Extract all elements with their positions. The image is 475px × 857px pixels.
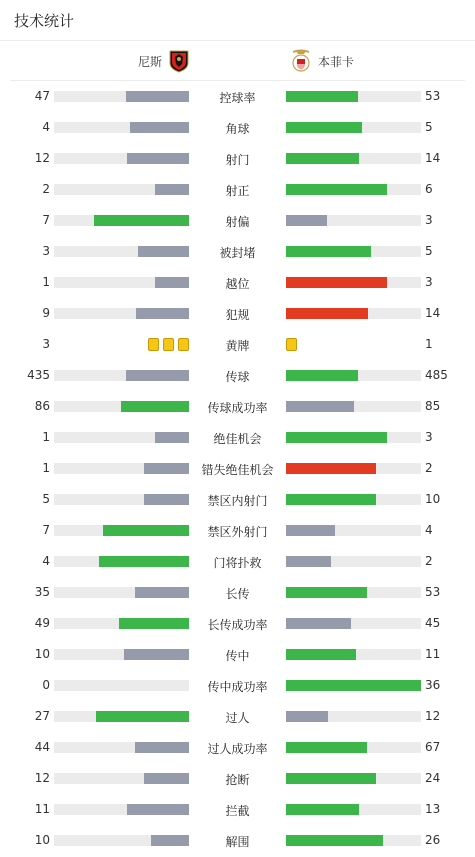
stats-header	[0, 0, 475, 41]
yellow-card-icon	[148, 338, 159, 351]
away-stat-value: 1	[425, 337, 433, 351]
home-stat-bar-track	[54, 401, 189, 412]
home-stat-bar-track	[54, 91, 189, 102]
stat-row	[0, 174, 475, 205]
away-stat-bar	[286, 494, 376, 505]
away-stat-value: 26	[425, 833, 441, 847]
away-stat-value: 45	[425, 616, 441, 630]
away-stat-bar	[286, 370, 358, 381]
stat-row	[0, 701, 475, 732]
home-stat-bar	[136, 308, 189, 319]
stat-label: 过人成功率	[207, 742, 268, 756]
away-stat-value: 12	[425, 709, 441, 723]
away-stat-value: 67	[425, 740, 441, 754]
away-stat-value: 11	[425, 647, 441, 661]
away-stat-bar-track	[286, 246, 421, 257]
away-stat-value: 2	[425, 554, 433, 568]
away-team[interactable]	[290, 49, 354, 73]
stat-label: 传球成功率	[207, 401, 268, 415]
stat-row	[0, 732, 475, 763]
home-stat-bar-track	[54, 804, 189, 815]
away-stat-bar	[286, 401, 354, 412]
home-stat-value: 86	[34, 399, 50, 413]
stat-label: 越位	[225, 277, 250, 291]
away-stat-bar	[286, 525, 335, 536]
home-stat-bar	[124, 649, 189, 660]
stat-row	[0, 639, 475, 670]
stat-label: 黄牌	[225, 339, 250, 353]
home-stat-bar	[138, 246, 189, 257]
home-stat-bar	[126, 370, 189, 381]
page-title: 技术统计	[14, 12, 75, 30]
away-stat-bar	[286, 742, 367, 753]
away-stat-bar	[286, 432, 387, 443]
home-stat-bar	[127, 153, 189, 164]
home-stat-value: 10	[34, 833, 50, 847]
away-stat-bar-track	[286, 773, 421, 784]
stat-label: 传中	[225, 649, 250, 663]
home-stat-value: 49	[34, 616, 50, 630]
away-stat-bar	[286, 308, 368, 319]
away-stat-bar-track	[286, 742, 421, 753]
home-stat-bar-track	[54, 246, 189, 257]
home-stat-value: 435	[27, 368, 50, 382]
home-stat-value: 12	[34, 771, 50, 785]
stat-label: 长传成功率	[207, 618, 268, 632]
home-stat-bar	[144, 773, 189, 784]
away-stat-bar-track	[286, 587, 421, 598]
stat-label: 传中成功率	[207, 680, 268, 694]
away-stat-value: 5	[425, 120, 433, 134]
home-stat-bar-track	[54, 463, 189, 474]
home-stat-bar	[155, 277, 189, 288]
home-stat-bar-track	[54, 587, 189, 598]
away-team-name: 本菲卡	[318, 54, 355, 69]
home-stat-value: 4	[42, 554, 50, 568]
away-stat-bar-track	[286, 804, 421, 815]
away-stat-bar-track	[286, 401, 421, 412]
away-stat-bar-track	[286, 153, 421, 164]
stat-label: 射正	[225, 184, 250, 198]
home-stat-bar-track	[54, 618, 189, 629]
stat-row	[0, 453, 475, 484]
stat-row	[0, 825, 475, 856]
away-stat-value: 3	[425, 275, 433, 289]
home-stat-bar-track	[54, 680, 189, 691]
stat-row	[0, 298, 475, 329]
stat-row	[0, 422, 475, 453]
stat-label: 解围	[225, 835, 250, 849]
away-stat-value: 53	[425, 585, 441, 599]
stat-row	[0, 546, 475, 577]
away-stat-bar-track	[286, 91, 421, 102]
away-stat-bar-track	[286, 618, 421, 629]
away-stat-bar-track	[286, 308, 421, 319]
home-stat-bar	[99, 556, 189, 567]
stat-row	[0, 608, 475, 639]
home-stat-value: 27	[34, 709, 50, 723]
home-stat-bar-track	[54, 215, 189, 226]
away-stat-bar	[286, 618, 351, 629]
away-stat-value: 2	[425, 461, 433, 475]
away-stat-bar	[286, 215, 327, 226]
teams-row	[10, 41, 465, 81]
stat-label: 射门	[225, 153, 250, 167]
home-stat-bar-track	[54, 122, 189, 133]
home-stat-bar-track	[54, 773, 189, 784]
away-stat-bar	[286, 277, 387, 288]
away-stat-bar	[286, 463, 376, 474]
away-stat-bar-track	[286, 432, 421, 443]
home-stat-value: 3	[42, 244, 50, 258]
away-stat-value: 485	[425, 368, 448, 382]
stat-row	[0, 763, 475, 794]
away-stat-bar-track	[286, 184, 421, 195]
away-stat-value: 14	[425, 306, 441, 320]
away-stat-bar	[286, 122, 362, 133]
away-stat-bar	[286, 587, 367, 598]
away-stat-bar	[286, 91, 358, 102]
home-stat-bar-track	[54, 184, 189, 195]
home-stat-bar-track	[54, 556, 189, 567]
away-stat-value: 3	[425, 213, 433, 227]
away-stat-bar	[286, 773, 376, 784]
home-stat-value: 1	[42, 461, 50, 475]
home-stat-value: 12	[34, 151, 50, 165]
home-stat-bar	[96, 711, 189, 722]
yellow-card-icon	[163, 338, 174, 351]
away-team-crest-icon	[290, 49, 312, 73]
home-stat-bar-track	[54, 711, 189, 722]
home-stat-value: 47	[34, 89, 50, 103]
stat-label: 射偏	[225, 215, 250, 229]
stat-label: 控球率	[219, 91, 256, 105]
home-stat-bar	[130, 122, 189, 133]
away-stat-value: 6	[425, 182, 433, 196]
stat-row	[0, 515, 475, 546]
home-stat-value: 4	[42, 120, 50, 134]
stat-row	[0, 205, 475, 236]
home-stat-bar	[103, 525, 189, 536]
stat-label: 禁区内射门	[207, 494, 268, 508]
home-stat-bar-track	[54, 494, 189, 505]
stat-label: 抢断	[225, 773, 250, 787]
away-stat-value: 14	[425, 151, 441, 165]
stat-row	[0, 391, 475, 422]
home-stat-value: 11	[34, 802, 50, 816]
stat-row	[0, 329, 475, 360]
home-stat-bar	[94, 215, 189, 226]
stat-label: 错失绝佳机会	[201, 463, 274, 477]
home-stat-bar-track	[54, 649, 189, 660]
home-stat-bar-track	[54, 153, 189, 164]
away-stat-bar-track	[286, 215, 421, 226]
home-stat-bar	[144, 494, 189, 505]
home-stat-bar-track	[54, 742, 189, 753]
away-stat-bar	[286, 246, 371, 257]
home-stat-bar-track	[54, 525, 189, 536]
away-yellow-cards	[286, 338, 297, 351]
away-stat-value: 4	[425, 523, 433, 537]
stat-label: 门将扑救	[213, 556, 262, 570]
stat-row	[0, 794, 475, 825]
yellow-card-icon	[286, 338, 297, 351]
away-stat-value: 5	[425, 244, 433, 258]
stat-label: 拦截	[225, 804, 250, 818]
home-stat-bar	[119, 618, 189, 629]
away-stat-bar	[286, 184, 387, 195]
away-stat-bar-track	[286, 494, 421, 505]
away-stat-bar-track	[286, 649, 421, 660]
away-stat-bar-track	[286, 525, 421, 536]
stat-row	[0, 236, 475, 267]
home-stat-bar	[155, 432, 189, 443]
home-stat-bar-track	[54, 308, 189, 319]
stat-label: 犯规	[225, 308, 250, 322]
home-stat-bar-track	[54, 835, 189, 846]
away-stat-bar-track	[286, 370, 421, 381]
stat-label: 过人	[225, 711, 250, 725]
away-stat-bar	[286, 556, 331, 567]
home-stat-value: 2	[42, 182, 50, 196]
away-stat-bar	[286, 153, 359, 164]
stat-label: 被封堵	[219, 246, 256, 260]
away-stat-value: 85	[425, 399, 441, 413]
stat-row	[0, 577, 475, 608]
home-stat-bar	[121, 401, 189, 412]
away-stat-bar-track	[286, 277, 421, 288]
home-stat-value: 7	[42, 213, 50, 227]
away-stat-bar-track	[286, 463, 421, 474]
home-stat-value: 1	[42, 275, 50, 289]
stat-label: 禁区外射门	[207, 525, 268, 539]
away-stat-bar	[286, 835, 383, 846]
home-stat-bar	[135, 742, 189, 753]
home-stat-value: 0	[42, 678, 50, 692]
home-stat-value: 44	[34, 740, 50, 754]
away-stat-value: 24	[425, 771, 441, 785]
stat-label: 传球	[225, 370, 250, 384]
away-stat-value: 36	[425, 678, 441, 692]
home-stat-bar-track	[54, 277, 189, 288]
stat-row	[0, 143, 475, 174]
away-stat-value: 53	[425, 89, 441, 103]
home-stat-value: 35	[34, 585, 50, 599]
home-stat-value: 3	[42, 337, 50, 351]
stat-label: 角球	[225, 122, 250, 136]
home-stat-value: 10	[34, 647, 50, 661]
away-stat-value: 13	[425, 802, 441, 816]
yellow-card-icon	[178, 338, 189, 351]
home-stat-bar	[155, 184, 189, 195]
stat-row	[0, 112, 475, 143]
away-stat-value: 10	[425, 492, 441, 506]
stat-label: 长传	[225, 587, 250, 601]
away-stat-bar	[286, 804, 359, 815]
stat-row	[0, 267, 475, 298]
home-stat-value: 5	[42, 492, 50, 506]
away-stat-bar-track	[286, 711, 421, 722]
home-stat-bar	[126, 91, 189, 102]
home-team-name: 尼斯	[138, 54, 163, 69]
away-stat-bar-track	[286, 556, 421, 567]
stat-row	[0, 484, 475, 515]
stat-row	[0, 670, 475, 701]
away-stat-bar-track	[286, 835, 421, 846]
home-stat-bar-track	[54, 432, 189, 443]
home-stat-value: 7	[42, 523, 50, 537]
home-stat-bar	[151, 835, 189, 846]
home-stat-value: 1	[42, 430, 50, 444]
home-stat-bar	[144, 463, 189, 474]
home-stat-value: 9	[42, 306, 50, 320]
away-stat-bar	[286, 711, 328, 722]
away-stat-value: 3	[425, 430, 433, 444]
stat-row	[0, 81, 475, 112]
home-stat-bar	[127, 804, 189, 815]
home-yellow-cards	[148, 338, 189, 351]
home-stat-bar-track	[54, 370, 189, 381]
away-stat-bar	[286, 649, 356, 660]
stat-label: 绝佳机会	[213, 432, 262, 446]
home-stat-bar	[135, 587, 189, 598]
home-team[interactable]	[138, 49, 190, 73]
away-stat-bar-track	[286, 680, 421, 691]
stat-row	[0, 360, 475, 391]
away-stat-bar-track	[286, 122, 421, 133]
away-stat-bar	[286, 680, 421, 691]
stats-list	[0, 81, 475, 856]
home-team-crest-icon	[168, 49, 190, 73]
